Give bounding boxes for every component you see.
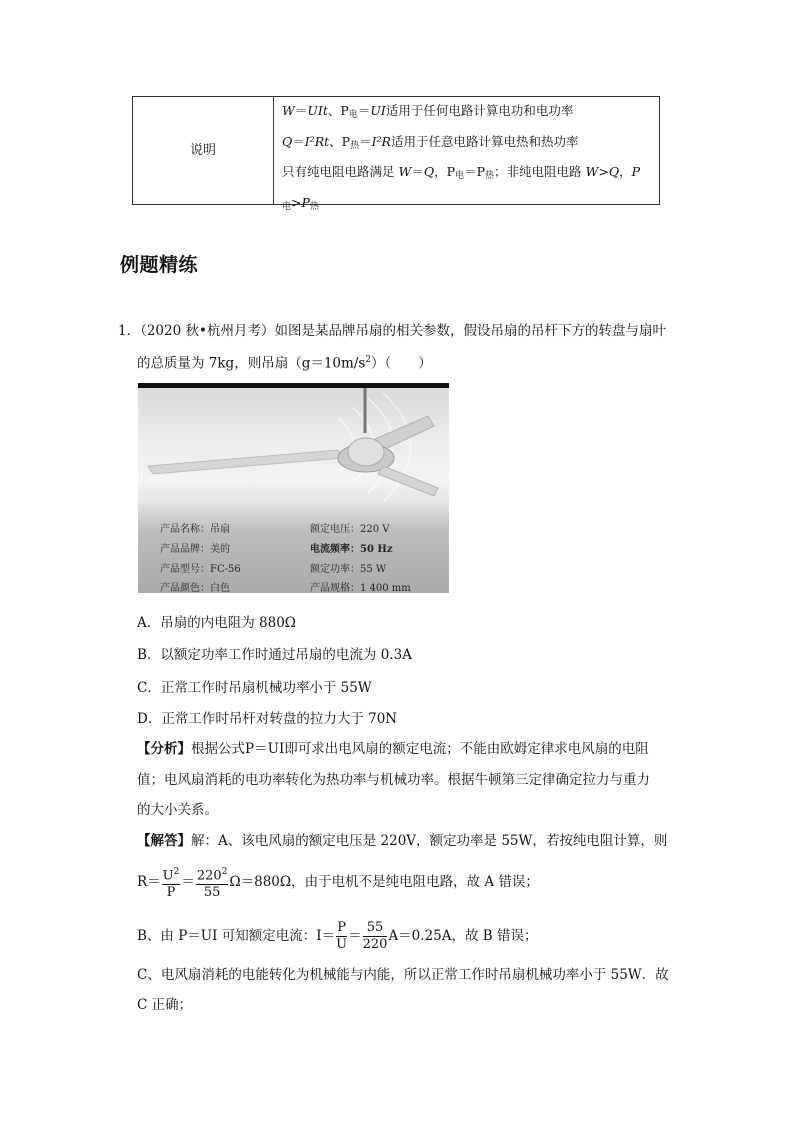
table-line-4: $_电>P_热$: [282, 194, 319, 212]
analysis-line-2: 值；电风扇消耗的电功率转化为热功率与机械功率。根据牛顿第三定律确定拉力与重力: [137, 772, 650, 788]
option-d: D．正常工作时吊杆对转盘的拉力大于 70N: [137, 711, 398, 727]
table-label: 说明: [189, 143, 216, 158]
answer-line-1: 【解答】解：A、该电风扇的额定电压是 220V，额定功率是 55W，若按纯电阻计算，则: [137, 833, 668, 849]
answer-line-c1: C、电风扇消耗的电能转化为机械能与内能，所以正常工作时吊扇机械功率小于 55W．故: [137, 967, 669, 983]
question-line-1: 1．（2020 秋•杭州月考）如图是某品牌吊扇的相关参数，假设吊扇的吊杆下方的转盘与扇叶: [118, 323, 666, 339]
table-line-2: Q＝I²Rt、$P_热=I^2R$适用于任意电路计算电热和热功率: [282, 133, 579, 151]
option-c: C．正常工作时吊扇机械功率小于 55W: [137, 680, 372, 696]
table-line-1: W＝UIt、$P_电=UI$适用于任何电路计算电功和电功率: [282, 103, 574, 120]
answer-equation-b: B、由 P＝UI 可知额定电流：I＝ $\frac{P}{U}$ ＝ $\frac{55}{220}$ A＝0.25A，故 B 错误；: [137, 920, 538, 952]
spec-brand: 产品品牌：美的: [160, 544, 230, 555]
option-a: A．吊扇的内电阻为 880Ω: [137, 615, 297, 631]
spec-color: 产品颜色：白色: [160, 583, 230, 593]
spec-name: 产品名称：吊扇: [160, 524, 230, 535]
analysis-line-1: 【分析】根据公式P＝UI即可求出电风扇的额定电流；不能由欧姆定律求电风扇的电阻: [137, 741, 649, 757]
spec-voltage: 额定电压：220 V: [310, 524, 390, 535]
table-line-3: 只有纯电阻电路满足 W＝Q，$P_电=P_热$；非纯电阻电路 W>Q，P: [282, 164, 641, 181]
question-line-2: 的总质量为 7kg，则吊扇$(g=10m/s^2)$（ ）: [137, 355, 432, 372]
spec-frequency: 电流频率：50 Hz: [310, 544, 393, 555]
analysis-line-3: 的大小关系。: [137, 802, 218, 818]
spec-size: 产品规格：1 400 mm: [310, 583, 411, 593]
section-title: 例题精练: [120, 254, 199, 276]
ceiling-fan-image: [138, 383, 449, 593]
spec-power: 额定功率：55 W: [310, 564, 387, 575]
answer-line-c2: C 正确；: [137, 997, 193, 1013]
spec-model: 产品型号：FC-56: [160, 564, 241, 575]
formula-table: [132, 96, 660, 212]
answer-equation-a: R＝ $\frac{U^2}{P}$ ＝ $\frac{220^2}{55}$ Ω＝880Ω，由于电机不是纯电阻电路，故 A 错误；: [137, 864, 539, 901]
option-b: B．以额定功率工作时通过吊扇的电流为 0.3A: [137, 647, 412, 663]
table-label-cell: [133, 97, 274, 204]
table-content-cell: [282, 98, 654, 220]
